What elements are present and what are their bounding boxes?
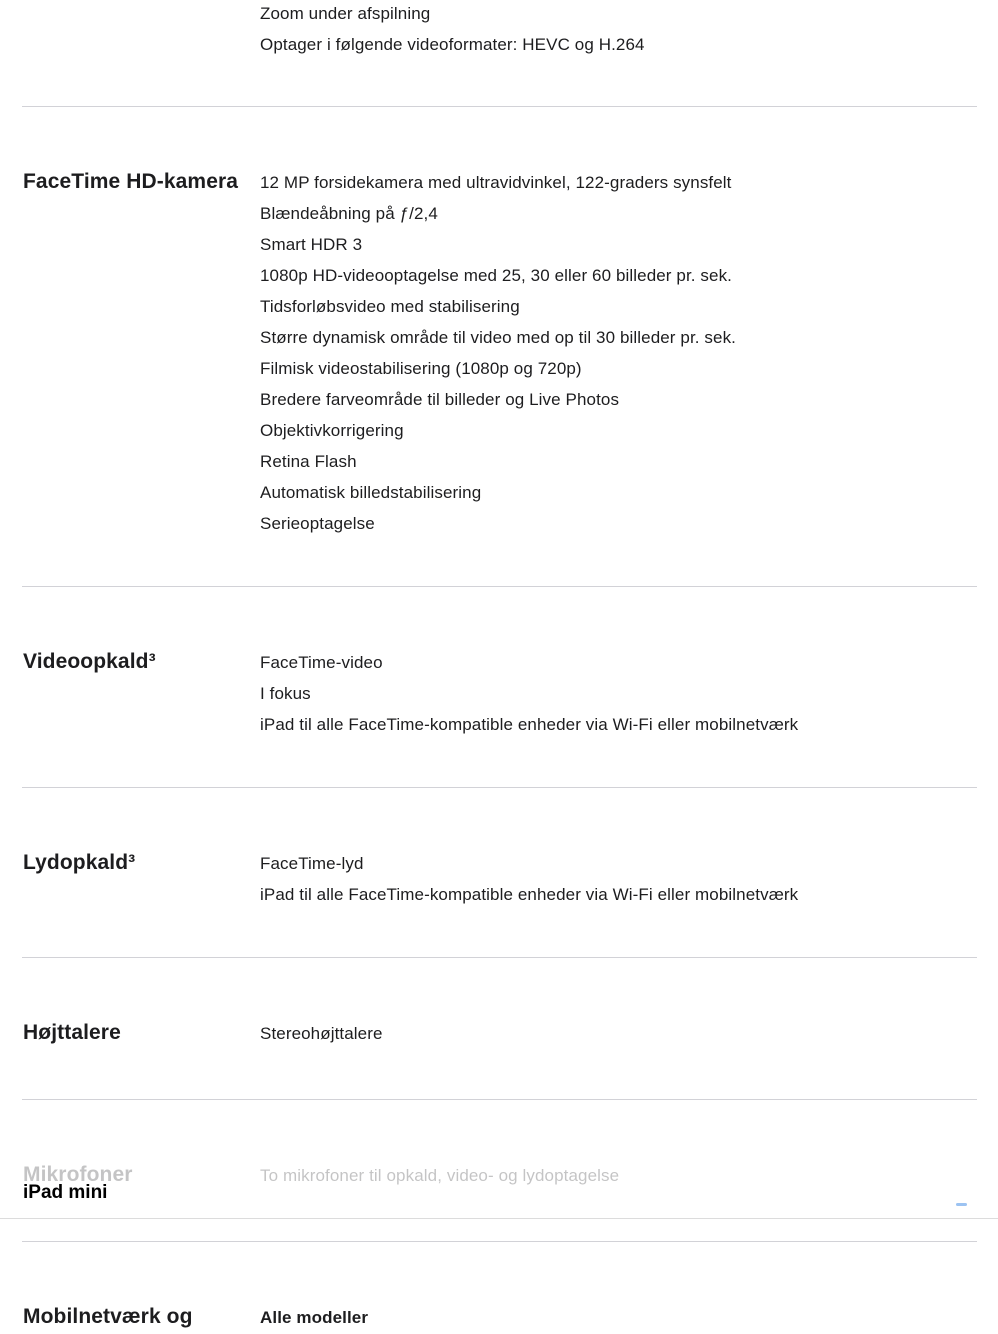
local-nav-title: iPad mini xyxy=(23,1182,108,1203)
spec-item: Alle modeller xyxy=(260,1308,369,1327)
spec-item: Objektivkorrigering xyxy=(260,421,404,440)
section-values xyxy=(260,1023,978,1044)
section-heading: FaceTime HD-kamera xyxy=(23,170,239,193)
spec-section xyxy=(0,587,998,787)
spec-section xyxy=(0,788,998,957)
top-partial-section xyxy=(0,0,998,55)
section-heading: Videoopkald³ xyxy=(23,650,156,673)
chevron-down-icon[interactable] xyxy=(956,1203,967,1206)
spec-item: FaceTime-video xyxy=(260,653,383,672)
top-spec-list xyxy=(260,3,978,55)
local-nav-bar[interactable] xyxy=(0,1144,998,1219)
spec-item: 1080p HD-videooptagelse med 25, 30 eller 60 billeder pr. sek. xyxy=(260,266,732,285)
spec-section xyxy=(0,107,998,586)
section-values xyxy=(260,1307,978,1328)
spec-item: Retina Flash xyxy=(260,452,357,471)
spec-item: Automatisk billedstabilisering xyxy=(260,483,482,502)
section-values xyxy=(260,853,978,905)
spec-item: iPad til alle FaceTime-kompatible enheder via Wi-Fi eller mobilnetværk xyxy=(260,885,799,904)
spec-item: Smart HDR 3 xyxy=(260,235,363,254)
spec-list xyxy=(260,652,978,735)
spec-section xyxy=(0,1242,998,1334)
spec-item: 12 MP forsidekamera med ultravidvinkel, 122-graders synsfelt xyxy=(260,173,732,192)
section-heading: Lydopkald³ xyxy=(23,851,136,874)
spec-item: Tidsforløbsvideo med stabilisering xyxy=(260,297,520,316)
section-heading: Højttalere xyxy=(23,1021,121,1044)
spec-item: Serieoptagelse xyxy=(260,514,375,533)
spec-list xyxy=(260,1307,978,1328)
spec-item: Stereohøjttalere xyxy=(260,1024,383,1043)
spec-item: Bredere farveområde til billeder og Live Photos xyxy=(260,390,620,409)
spec-item: Filmisk videostabilisering (1080p og 720p) xyxy=(260,359,582,378)
spec-item: iPad til alle FaceTime-kompatible enheder via Wi-Fi eller mobilnetværk xyxy=(260,715,799,734)
spec-list xyxy=(260,853,978,905)
spec-item: Optager i følgende videoformater: HEVC og H.264 xyxy=(260,35,645,54)
spec-item: Blændeåbning på ƒ/2,4 xyxy=(260,204,438,223)
spec-item: Større dynamisk område til video med op til 30 billeder pr. sek. xyxy=(260,328,736,347)
section-heading: Mobilnetværk og xyxy=(23,1305,193,1328)
spec-item: FaceTime-lyd xyxy=(260,854,364,873)
section-values xyxy=(260,652,978,735)
section-values xyxy=(260,172,978,534)
spec-list xyxy=(260,1023,978,1044)
spec-list xyxy=(260,172,978,534)
spec-section xyxy=(0,958,998,1099)
spec-item: I fokus xyxy=(260,684,311,703)
spec-item: Zoom under afspilning xyxy=(260,4,431,23)
